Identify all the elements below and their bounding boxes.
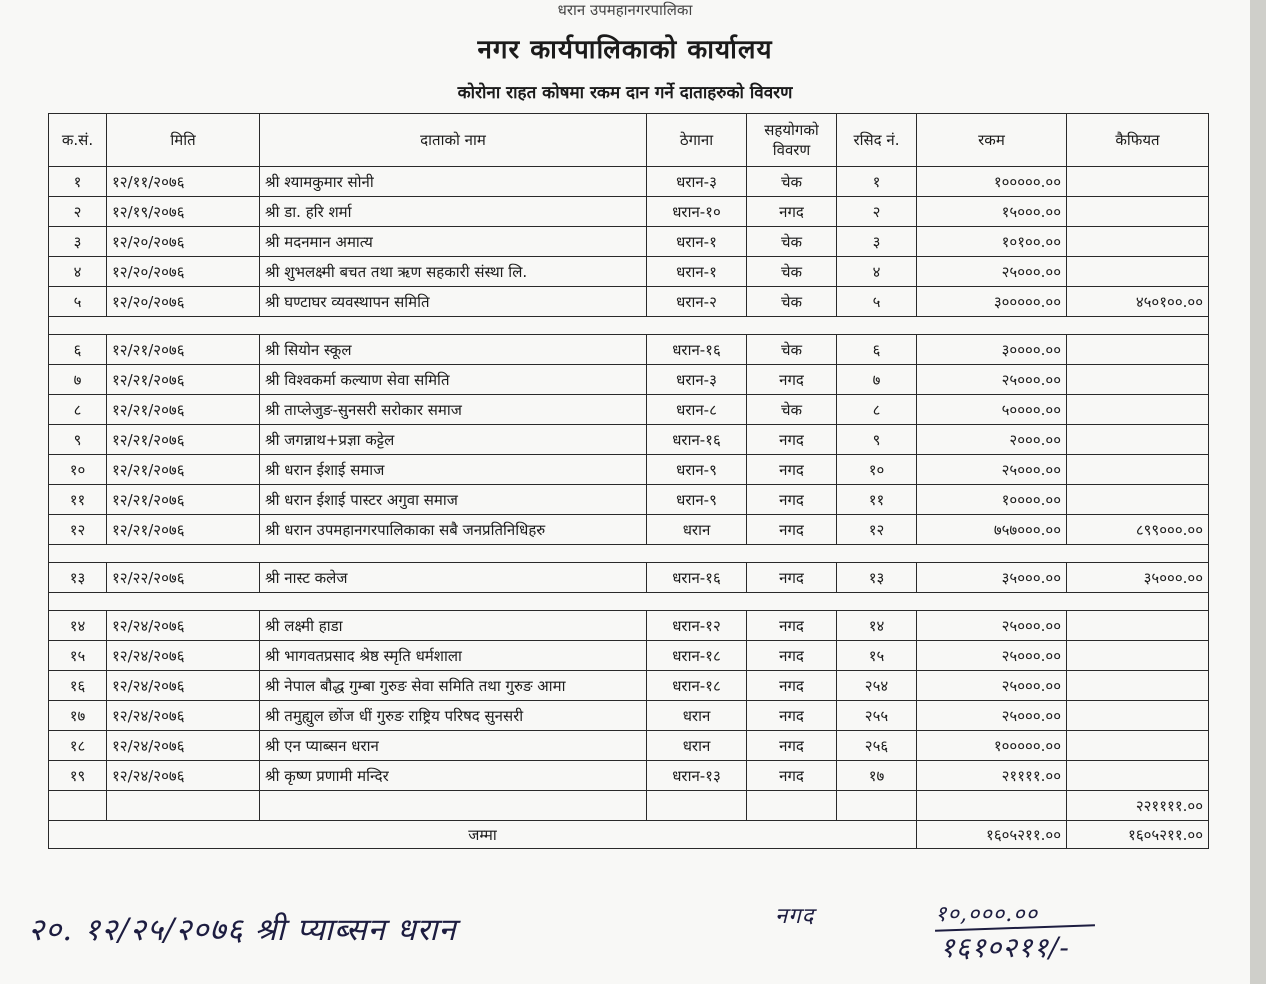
office-title: नगर कार्यपालिकाको कार्यालय (477, 35, 773, 65)
table-cell: नगद (747, 515, 837, 545)
table-cell: १५ (837, 641, 917, 671)
table-cell: ६ (837, 335, 917, 365)
table-row (49, 335, 1209, 365)
background-surface (1250, 0, 1266, 984)
table-cell: ७५७०००.०० (917, 515, 1067, 545)
table-cell: नगद (747, 671, 837, 701)
table-cell (260, 791, 647, 821)
table-cell: नगद (747, 761, 837, 791)
total-remarks: १६०५२११.०० (1067, 821, 1209, 849)
table-cell (1067, 197, 1209, 227)
column-header: रकम (917, 114, 1067, 167)
table-cell: धरान-३ (647, 365, 747, 395)
table-row (49, 485, 1209, 515)
table-cell (837, 791, 917, 821)
table-cell (1067, 227, 1209, 257)
table-cell: चेक (747, 287, 837, 317)
table-cell: धरान-१ (647, 257, 747, 287)
table-row (49, 791, 1209, 821)
table-cell (1067, 425, 1209, 455)
table-cell: धरान-३ (647, 167, 747, 197)
table-cell: २५०००.०० (917, 701, 1067, 731)
table-cell: २५०००.०० (917, 365, 1067, 395)
table-cell: २५०००.०० (917, 671, 1067, 701)
table-row (49, 425, 1209, 455)
total-label: जम्मा (49, 821, 917, 849)
table-cell: २५०००.०० (917, 641, 1067, 671)
table-cell: चेक (747, 335, 837, 365)
table-cell: नगद (747, 563, 837, 593)
table-cell: १२/२१/२०७६ (107, 515, 260, 545)
table-cell: २५०००.०० (917, 257, 1067, 287)
table-cell: १२/२१/२०७६ (107, 485, 260, 515)
table-row (49, 563, 1209, 593)
table-cell: १२ (49, 515, 107, 545)
table-cell: धरान-९ (647, 485, 747, 515)
table-cell: नगद (747, 641, 837, 671)
table-cell: १०००००.०० (917, 167, 1067, 197)
table-cell: धरान (647, 701, 747, 731)
table-cell: धरान-२ (647, 287, 747, 317)
table-row (49, 167, 1209, 197)
table-cell: १२/२१/२०७६ (107, 395, 260, 425)
table-cell: श्री धरान ईशाई पास्टर अगुवा समाज (260, 485, 647, 515)
table-cell: श्री कृष्ण प्रणामी मन्दिर (260, 761, 647, 791)
table-cell: १ (49, 167, 107, 197)
table-cell: १४ (49, 611, 107, 641)
handwritten-note: २०. १२/२५/२०७६ श्री प्याब्सन धरान (28, 912, 457, 948)
table-cell: नगद (747, 365, 837, 395)
table-cell: चेक (747, 395, 837, 425)
document-subtitle: कोरोना राहत कोषमा रकम दान गर्ने दाताहरुको विवरण (457, 83, 793, 103)
table-cell: १२/२०/२०७६ (107, 227, 260, 257)
table-cell: १ (837, 167, 917, 197)
table-row (49, 197, 1209, 227)
table-cell: ७ (49, 365, 107, 395)
table-row (49, 701, 1209, 731)
table-cell: १३ (837, 563, 917, 593)
table-cell: १२/१९/२०७६ (107, 197, 260, 227)
table-cell: ४५०१००.०० (1067, 287, 1209, 317)
table-cell: श्री नेपाल बौद्ध गुम्बा गुरुङ सेवा समिति तथा गुरुङ आमा (260, 671, 647, 701)
column-header: मिति (107, 114, 260, 167)
table-cell: ८ (837, 395, 917, 425)
column-header: क.सं. (49, 114, 107, 167)
table-cell: १० (837, 455, 917, 485)
table-cell: ५ (837, 287, 917, 317)
table-cell: ३ (837, 227, 917, 257)
table-cell: ९ (837, 425, 917, 455)
table-cell: श्री नास्ट कलेज (260, 563, 647, 593)
table-cell: ९ (49, 425, 107, 455)
table-cell: श्री धरान ईशाई समाज (260, 455, 647, 485)
table-cell: ११ (837, 485, 917, 515)
table-cell: २५५ (837, 701, 917, 731)
table-cell: २५०००.०० (917, 455, 1067, 485)
table-cell: १२/२१/२०७६ (107, 455, 260, 485)
table-cell (1067, 257, 1209, 287)
table-cell: १७ (49, 701, 107, 731)
table-cell: श्री शुभलक्ष्मी बचत तथा ऋण सहकारी संस्था लि. (260, 257, 647, 287)
table-cell: चेक (747, 227, 837, 257)
table-cell: २५६ (837, 731, 917, 761)
table-cell: चेक (747, 167, 837, 197)
table-cell: १२/२२/२०७६ (107, 563, 260, 593)
table-cell: नगद (747, 485, 837, 515)
column-header: कैफियत (1067, 114, 1209, 167)
table-cell: नगद (747, 701, 837, 731)
table-cell: ३ (49, 227, 107, 257)
table-cell: २५४ (837, 671, 917, 701)
table-cell: १०१००.०० (917, 227, 1067, 257)
table-cell: नगद (747, 197, 837, 227)
handwritten-mode: नगद (775, 904, 815, 929)
table-cell: २ (837, 197, 917, 227)
table-row (49, 515, 1209, 545)
table-cell (917, 791, 1067, 821)
table-cell: २११११.०० (917, 761, 1067, 791)
municipality-name: धरान उपमहानगरपालिका (557, 1, 693, 19)
table-cell: धरान (647, 731, 747, 761)
table-cell: २ (49, 197, 107, 227)
table-cell: २५०००.०० (917, 611, 1067, 641)
table-cell: २०००.०० (917, 425, 1067, 455)
table-row (49, 455, 1209, 485)
table-cell: १२/२१/२०७६ (107, 335, 260, 365)
table-cell: धरान-८ (647, 395, 747, 425)
table-row (49, 287, 1209, 317)
table-cell (1067, 395, 1209, 425)
table-row (49, 671, 1209, 701)
table-cell: नगद (747, 425, 837, 455)
table-cell: धरान-१८ (647, 671, 747, 701)
table-cell: ८ (49, 395, 107, 425)
table-row (49, 395, 1209, 425)
table-cell (1067, 167, 1209, 197)
table-cell: नगद (747, 611, 837, 641)
table-cell: ३००००.०० (917, 335, 1067, 365)
group-separator-row (49, 545, 1209, 563)
table-cell: ११ (49, 485, 107, 515)
table-body (49, 167, 1209, 849)
table-cell: ३५०००.०० (1067, 563, 1209, 593)
table-cell (49, 791, 107, 821)
table-cell (1067, 731, 1209, 761)
table-cell (1067, 701, 1209, 731)
table-cell: १० (49, 455, 107, 485)
table-cell (1067, 611, 1209, 641)
column-header: रसिद नं. (837, 114, 917, 167)
table-cell (647, 791, 747, 821)
table-cell: १२/२४/२०७६ (107, 761, 260, 791)
table-cell (1067, 641, 1209, 671)
table-cell: धरान-१२ (647, 611, 747, 641)
table-cell: श्री घण्टाघर व्यवस्थापन समिति (260, 287, 647, 317)
column-header: दाताको नाम (260, 114, 647, 167)
table-cell: धरान (647, 515, 747, 545)
table-cell: श्री ताप्लेजुङ-सुनसरी सरोकार समाज (260, 395, 647, 425)
table-cell: १०००००.०० (917, 731, 1067, 761)
total-amount: १६०५२११.०० (917, 821, 1067, 849)
table-cell: १९ (49, 761, 107, 791)
table-cell (1067, 761, 1209, 791)
table-cell: १२ (837, 515, 917, 545)
table-row (49, 641, 1209, 671)
table-row (49, 227, 1209, 257)
table-cell (1067, 485, 1209, 515)
table-cell: ७ (837, 365, 917, 395)
table-cell: चेक (747, 257, 837, 287)
table-cell: १४ (837, 611, 917, 641)
total-row (49, 821, 1209, 849)
table-cell: १२/२०/२०७६ (107, 287, 260, 317)
table-row (49, 611, 1209, 641)
handwritten-grand-total: १६१०२११/- (940, 931, 1070, 964)
table-cell: श्री तमुह्युल छोंज धीं गुरुङ राष्ट्रिय परिषद सुनसरी (260, 701, 647, 731)
table-cell: नगद (747, 731, 837, 761)
table-cell: ३०००००.०० (917, 287, 1067, 317)
table-cell: १३ (49, 563, 107, 593)
table-cell: धरान-१६ (647, 335, 747, 365)
table-cell: नगद (747, 455, 837, 485)
table-cell: श्री एन प्याब्सन धरान (260, 731, 647, 761)
table-row (49, 761, 1209, 791)
table-cell: १००००.०० (917, 485, 1067, 515)
table-cell: १२/२१/२०७६ (107, 425, 260, 455)
table-cell: १२/२१/२०७६ (107, 365, 260, 395)
table-cell: ६ (49, 335, 107, 365)
table-cell (107, 791, 260, 821)
table-cell: १५ (49, 641, 107, 671)
table-cell: श्री श्यामकुमार सोनी (260, 167, 647, 197)
table-cell (1067, 335, 1209, 365)
table-cell: २२११११.०० (1067, 791, 1209, 821)
table-cell: धरान-१ (647, 227, 747, 257)
table-cell: १७ (837, 761, 917, 791)
group-separator-row (49, 317, 1209, 335)
table-cell: धरान-१३ (647, 761, 747, 791)
table-cell: १२/२४/२०७६ (107, 641, 260, 671)
table-cell: १२/२४/२०७६ (107, 671, 260, 701)
table-row (49, 731, 1209, 761)
table-cell: १२/२४/२०७६ (107, 731, 260, 761)
table-header-row (49, 114, 1209, 167)
table-cell: १२/२४/२०७६ (107, 701, 260, 731)
table-cell: श्री सियोन स्कूल (260, 335, 647, 365)
table-cell: ३५०००.०० (917, 563, 1067, 593)
table-cell: १८ (49, 731, 107, 761)
table-cell: श्री डा. हरि शर्मा (260, 197, 647, 227)
table-cell: ४ (837, 257, 917, 287)
table-cell: ५००००.०० (917, 395, 1067, 425)
handwritten-amount: १०,०००.०० (935, 902, 1039, 927)
column-header: ठेगाना (647, 114, 747, 167)
table-cell: १२/११/२०७६ (107, 167, 260, 197)
table-cell: धरान-१६ (647, 425, 747, 455)
table-cell: ४ (49, 257, 107, 287)
table-cell: श्री जगन्नाथ+प्रज्ञा कट्टेल (260, 425, 647, 455)
table-cell: श्री भागवतप्रसाद श्रेष्ठ स्मृति धर्मशाला (260, 641, 647, 671)
table-row (49, 257, 1209, 287)
table-cell: १५०००.०० (917, 197, 1067, 227)
table-cell: श्री विश्वकर्मा कल्याण सेवा समिति (260, 365, 647, 395)
table-cell: धरान-१० (647, 197, 747, 227)
table-cell: धरान-१८ (647, 641, 747, 671)
group-separator-row (49, 593, 1209, 611)
table-cell: १२/२४/२०७६ (107, 611, 260, 641)
table-cell: धरान-१६ (647, 563, 747, 593)
table-cell: ८९९०००.०० (1067, 515, 1209, 545)
table-cell: १२/२०/२०७६ (107, 257, 260, 287)
donations-table (48, 113, 1209, 849)
table-cell: श्री मदनमान अमात्य (260, 227, 647, 257)
table-cell (747, 791, 837, 821)
table-cell: धरान-९ (647, 455, 747, 485)
table-cell: श्री लक्ष्मी हाडा (260, 611, 647, 641)
table-cell (1067, 365, 1209, 395)
table-row (49, 365, 1209, 395)
table-cell (1067, 671, 1209, 701)
table-cell (1067, 455, 1209, 485)
table-cell: ५ (49, 287, 107, 317)
column-header: सहयोगको विवरण (747, 114, 837, 167)
table-cell: श्री धरान उपमहानगरपालिकाका सबै जनप्रतिनिधिहरु (260, 515, 647, 545)
table-cell: १६ (49, 671, 107, 701)
